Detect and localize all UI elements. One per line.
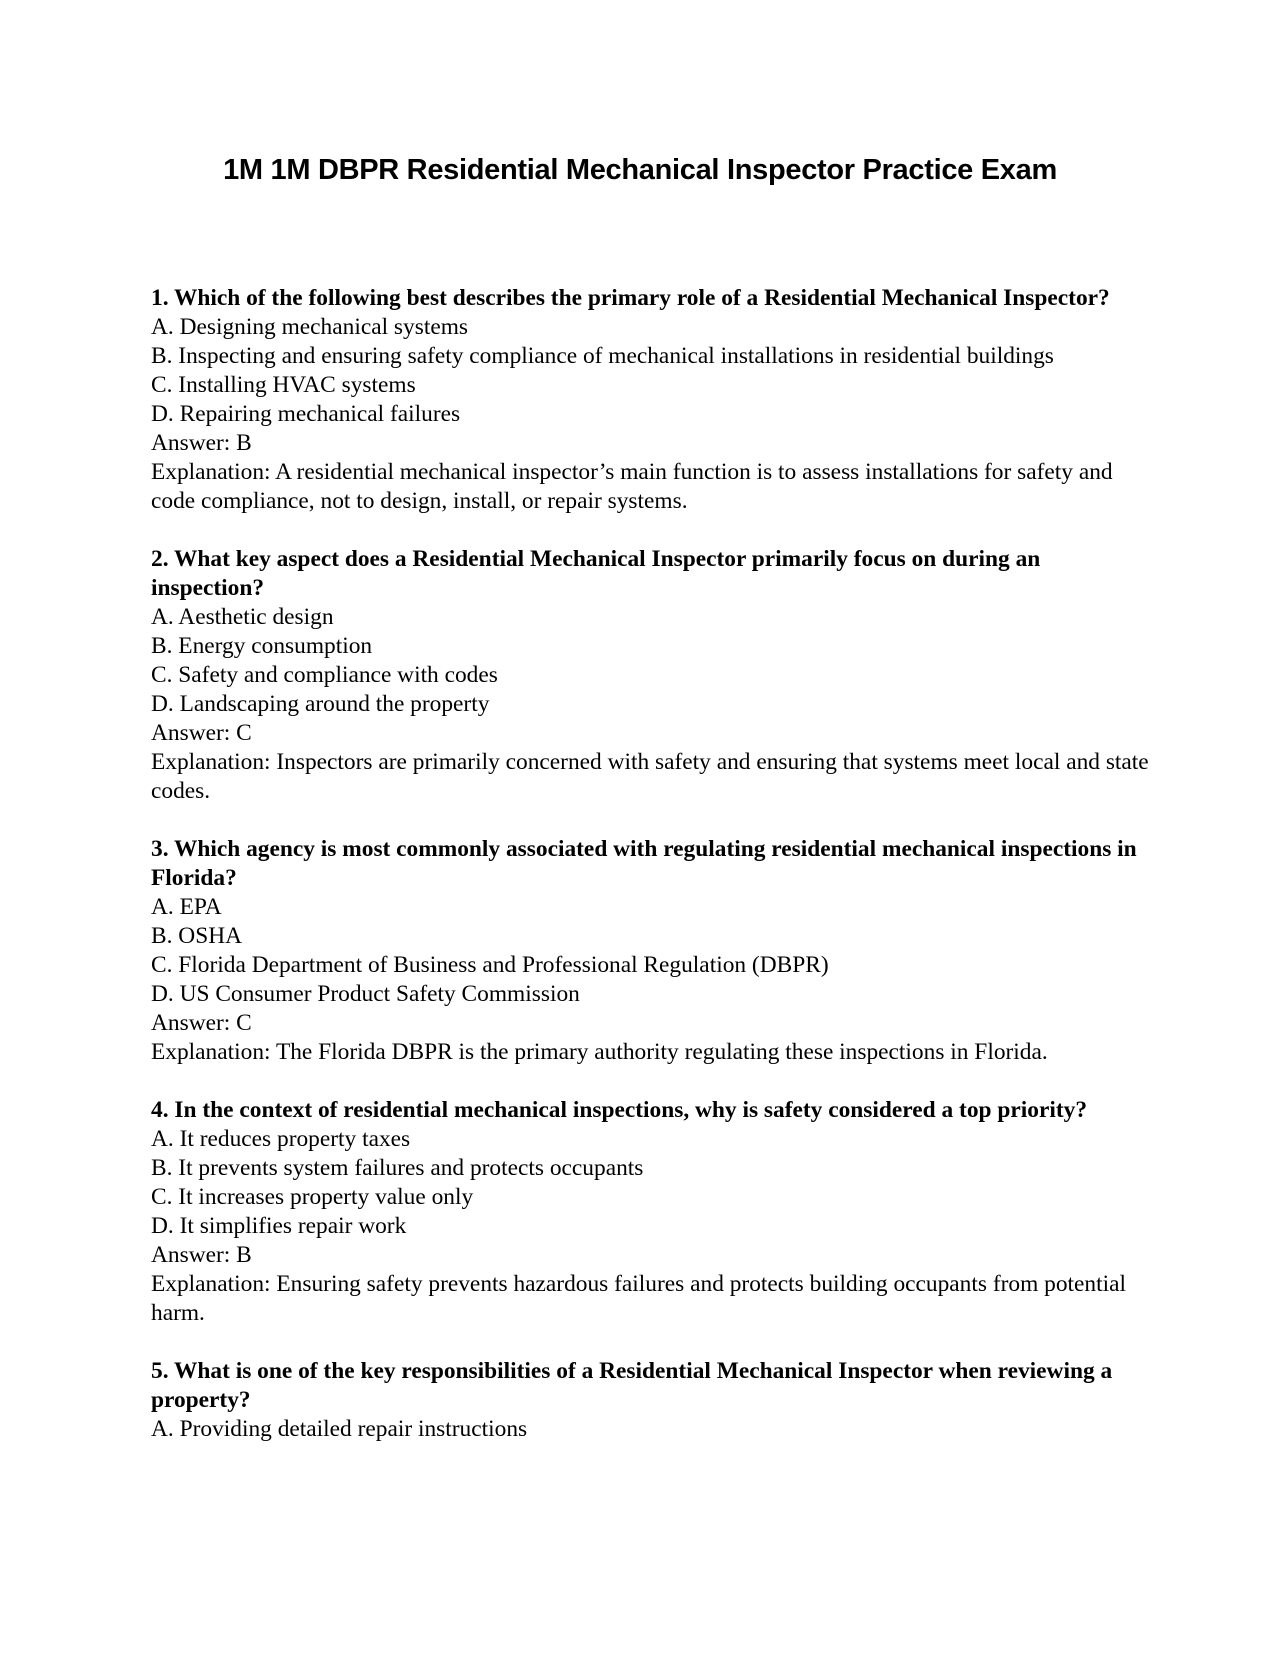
document-title: 1M 1M DBPR Residential Mechanical Inspector Practice Exam — [223, 154, 1057, 186]
question-text: 5. What is one of the key responsibilities of a Residential Mechanical Inspector when reviewing a property? — [151, 1358, 1113, 1413]
option-a: A. It reduces property taxes — [151, 1126, 411, 1152]
option-c: C. Safety and compliance with codes — [151, 662, 498, 688]
option-a: A. EPA — [151, 894, 222, 920]
option-b: B. Inspecting and ensuring safety compliance of mechanical installations in residential buildings — [151, 343, 1054, 369]
answer: Answer: B — [151, 1242, 252, 1268]
explanation: Explanation: Inspectors are primarily concerned with safety and ensuring that systems meet local and state codes. — [151, 749, 1149, 804]
question-text: 2. What key aspect does a Residential Mechanical Inspector primarily focus on during an inspection? — [151, 546, 1041, 601]
question-5 — [151, 1357, 1151, 1444]
question-text: 1. Which of the following best describes the primary role of a Residential Mechanical Inspector? — [151, 285, 1110, 311]
question-text: 4. In the context of residential mechanical inspections, why is safety considered a top priority? — [151, 1097, 1088, 1123]
explanation: Explanation: A residential mechanical inspector’s main function is to assess installations for safety and code compliance, not to design, install, or repair systems. — [151, 459, 1113, 514]
option-d: D. Repairing mechanical failures — [151, 401, 461, 427]
option-b: B. Energy consumption — [151, 633, 373, 659]
option-c: C. Florida Department of Business and Professional Regulation (DBPR) — [151, 952, 829, 978]
question-3 — [151, 835, 1151, 1067]
option-b: B. It prevents system failures and protects occupants — [151, 1155, 644, 1181]
question-2 — [151, 545, 1151, 806]
option-a: A. Aesthetic design — [151, 604, 334, 630]
option-d: D. It simplifies repair work — [151, 1213, 407, 1239]
answer: Answer: C — [151, 720, 252, 746]
explanation: Explanation: The Florida DBPR is the primary authority regulating these inspections in Florida. — [151, 1039, 1048, 1065]
option-c: C. It increases property value only — [151, 1184, 474, 1210]
option-b: B. OSHA — [151, 923, 242, 949]
option-d: D. Landscaping around the property — [151, 691, 490, 717]
explanation: Explanation: Ensuring safety prevents hazardous failures and protects building occupants from potential harm. — [151, 1271, 1126, 1326]
answer: Answer: B — [151, 430, 252, 456]
question-text: 3. Which agency is most commonly associated with regulating residential mechanical inspections in Florida? — [151, 836, 1137, 891]
question-4 — [151, 1096, 1151, 1328]
question-list — [151, 284, 1151, 1473]
option-d: D. US Consumer Product Safety Commission — [151, 981, 580, 1007]
answer: Answer: C — [151, 1010, 252, 1036]
option-a: A. Designing mechanical systems — [151, 314, 469, 340]
option-c: C. Installing HVAC systems — [151, 372, 416, 398]
question-1 — [151, 284, 1151, 516]
option-a: A. Providing detailed repair instructions — [151, 1416, 528, 1442]
